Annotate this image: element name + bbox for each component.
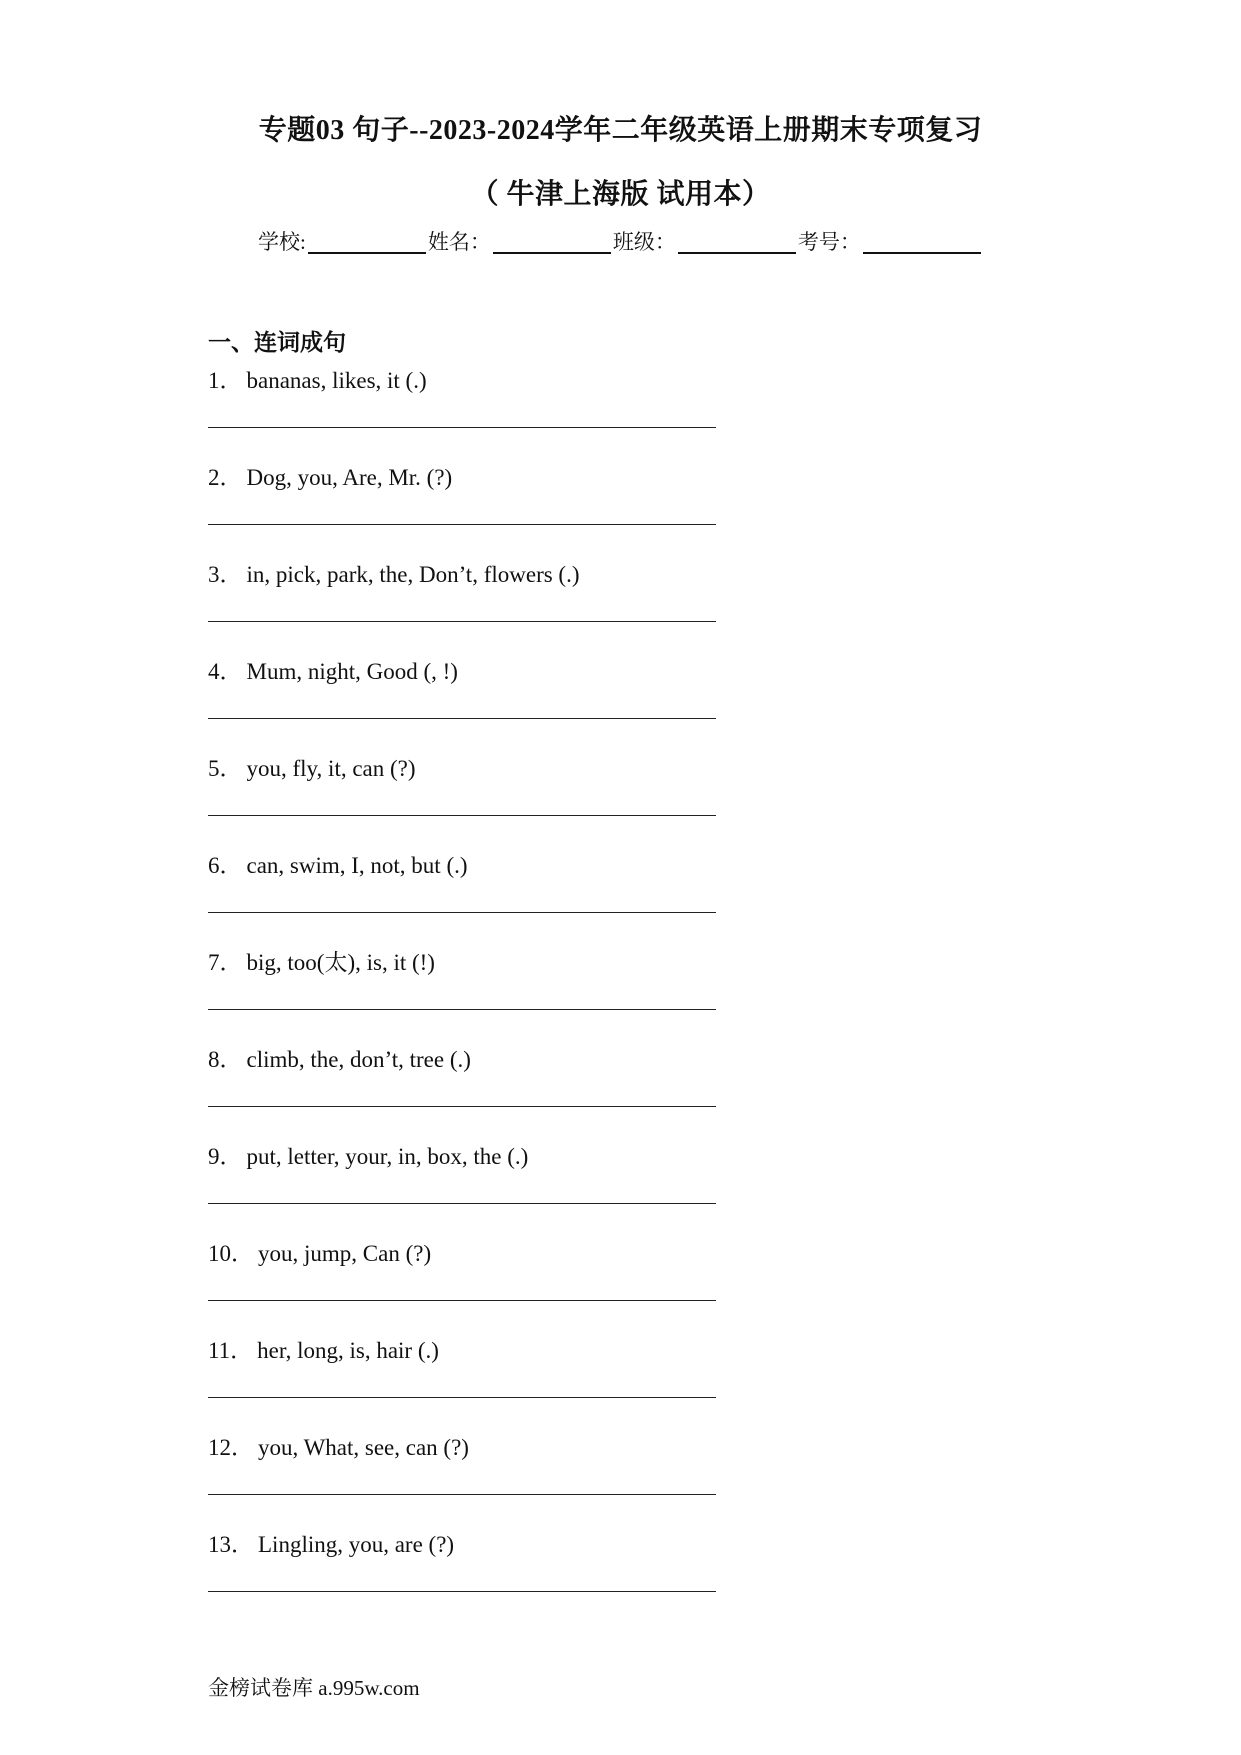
question-number: 9． [208, 1144, 243, 1169]
question-words: can, swim, I, not, but (.) [246, 853, 468, 878]
answer-line[interactable] [208, 621, 716, 622]
page-title: 专题03 句子--2023-2024学年二年级英语上册期末专项复习 [258, 115, 983, 146]
question-text [208, 1526, 454, 1559]
question-words: you, jump, Can (?) [258, 1241, 432, 1266]
question-item [208, 459, 768, 556]
question-text [208, 1332, 439, 1365]
question-number: 1． [208, 368, 243, 393]
question-item [208, 1235, 768, 1332]
question-number: 7． [208, 950, 243, 975]
answer-line[interactable] [208, 1203, 716, 1204]
question-text [208, 459, 452, 492]
question-item [208, 1526, 768, 1623]
question-item [208, 847, 768, 944]
question-item [208, 750, 768, 847]
page-subtitle: （ 牛津上海版 试用本） [470, 179, 771, 210]
name-label: 姓名： [427, 230, 491, 254]
question-text [208, 556, 580, 589]
answer-line[interactable] [208, 815, 716, 816]
answer-line[interactable] [208, 1494, 716, 1495]
question-item [208, 362, 768, 459]
question-number: 8． [208, 1047, 243, 1072]
question-item [208, 1332, 768, 1429]
question-words: Lingling, you, are (?) [258, 1532, 455, 1557]
question-number: 10． [208, 1241, 254, 1266]
question-words: you, fly, it, can (?) [246, 756, 416, 781]
answer-line[interactable] [208, 718, 716, 719]
question-text [208, 1041, 471, 1074]
question-number: 3． [208, 562, 243, 587]
question-words: Dog, you, Are, Mr. (?) [246, 465, 453, 490]
question-words: put, letter, your, in, box, the (.) [246, 1144, 529, 1169]
exam-number-blank[interactable] [863, 230, 981, 254]
question-text [208, 1429, 469, 1462]
question-item [208, 944, 768, 1041]
student-info-row [258, 226, 983, 256]
answer-line[interactable] [208, 524, 716, 525]
question-words: big, too(太), is, it (!) [246, 950, 435, 975]
question-item [208, 653, 768, 750]
answer-line[interactable] [208, 1397, 716, 1398]
question-text [208, 847, 468, 880]
school-label: 学校: [258, 230, 306, 254]
question-number: 11． [208, 1338, 254, 1363]
question-number: 13． [208, 1532, 254, 1557]
question-text [208, 1138, 528, 1171]
question-item [208, 1429, 768, 1526]
question-item [208, 1041, 768, 1138]
question-words: Mum, night, Good (, !) [246, 659, 458, 684]
question-text [208, 362, 427, 395]
question-number: 6． [208, 853, 243, 878]
question-words: bananas, likes, it (.) [246, 368, 427, 393]
school-blank[interactable] [308, 230, 426, 254]
question-words: her, long, is, hair (.) [257, 1338, 439, 1363]
section-heading: 一、连词成句 [208, 330, 346, 356]
question-number: 12． [208, 1435, 254, 1460]
question-text [208, 653, 458, 686]
question-item [208, 556, 768, 653]
answer-line[interactable] [208, 1300, 716, 1301]
answer-line[interactable] [208, 912, 716, 913]
answer-line[interactable] [208, 1009, 716, 1010]
answer-line[interactable] [208, 427, 716, 428]
answer-line[interactable] [208, 1106, 716, 1107]
question-number: 5． [208, 756, 243, 781]
question-number: 4． [208, 659, 243, 684]
footer-watermark: 金榜试卷库 a.995w.com [208, 1676, 420, 1700]
question-number: 2． [208, 465, 243, 490]
exam-number-label: 考号： [797, 230, 861, 254]
answer-line[interactable] [208, 1591, 716, 1592]
question-words: climb, the, don’t, tree (.) [246, 1047, 471, 1072]
question-words: you, What, see, can (?) [258, 1435, 469, 1460]
question-text [208, 944, 435, 977]
class-blank[interactable] [678, 230, 796, 254]
name-blank[interactable] [493, 230, 611, 254]
question-words: in, pick, park, the, Don’t, flowers (.) [246, 562, 580, 587]
question-text [208, 1235, 431, 1268]
question-text [208, 750, 416, 783]
class-label: 班级： [612, 230, 676, 254]
question-item [208, 1138, 768, 1235]
